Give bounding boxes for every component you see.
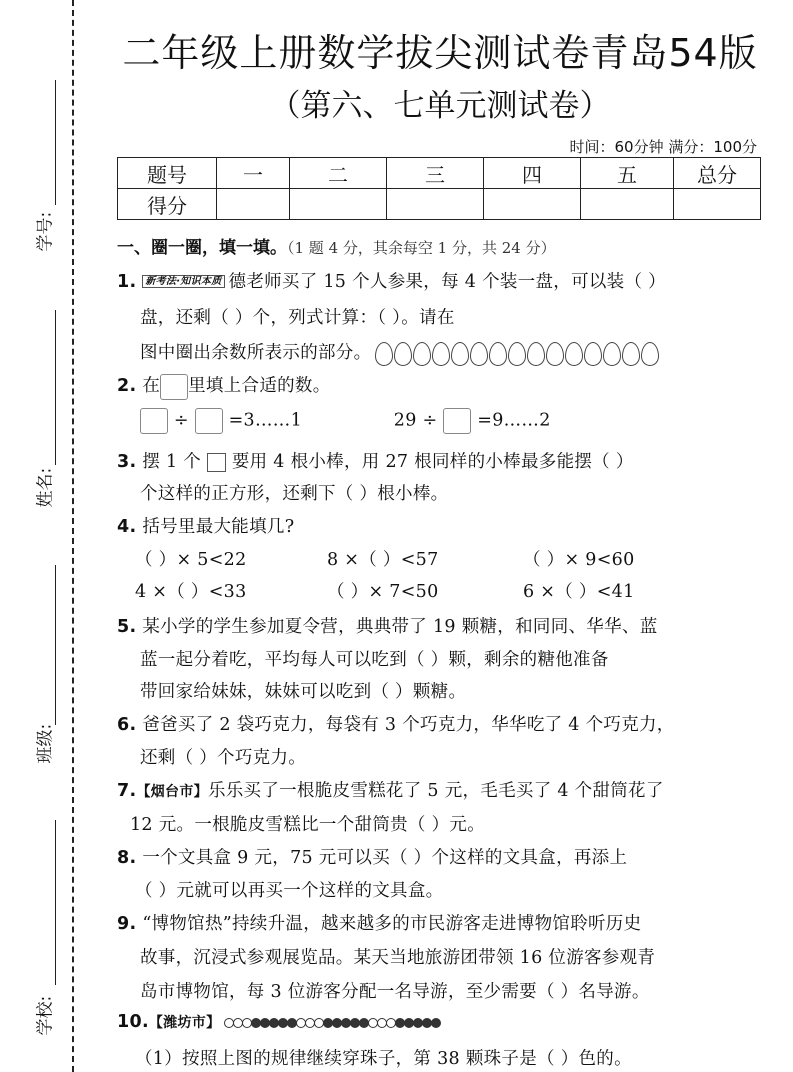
ginseng-fruit-row[interactable] <box>375 342 659 366</box>
q6-number: 6. <box>117 715 137 735</box>
q10-tag: 【潍坊市】 <box>148 1015 221 1031</box>
q4-item: 8 ×（ ）<57 <box>327 550 439 570</box>
q3-line-1 <box>117 448 634 473</box>
q5-line-3: 带回家给妹妹，妹妹可以吃到（ ）颗糖。 <box>140 682 467 702</box>
q8-line-2: （ ）元就可以再买一个这样的文具盒。 <box>135 881 444 901</box>
score-cell[interactable] <box>484 189 581 220</box>
student-id-label: 学号: <box>35 211 56 252</box>
q9-line-3: 岛市博物馆，每 3 位游客分配一名导游，至少需要（ ）名导游。 <box>140 982 650 1002</box>
q2-text-b: 里填上合适的数。 <box>188 376 331 396</box>
q5-text-1: 某小学的学生参加夏令营，典典带了 19 颗糖，和同同、华华、蓝 <box>142 617 658 637</box>
class-label: 班级: <box>35 723 56 764</box>
q9-line-1 <box>117 910 641 935</box>
ginseng-fruit-icon[interactable] <box>432 342 450 366</box>
score-cell[interactable] <box>581 189 674 220</box>
score-label: 得分 <box>118 189 217 220</box>
q9-line-2: 故事，沉浸式参观展览品。某天当地旅游团带领 16 位游客参观青 <box>140 948 656 968</box>
q1-line-1 <box>117 268 666 293</box>
col-total: 总分 <box>674 158 761 189</box>
ginseng-fruit-icon[interactable] <box>622 342 640 366</box>
ginseng-fruit-icon[interactable] <box>546 342 564 366</box>
bead-string <box>224 1018 440 1028</box>
class-line <box>55 565 56 725</box>
ginseng-fruit-icon[interactable] <box>489 342 507 366</box>
square-icon <box>207 453 226 472</box>
q3-text-b: 要用 4 根小棒，用 27 根同样的小棒最多能摆（ ） <box>231 452 634 472</box>
q1-line-2: 盘，还剩（ ）个，列式计算：（ ）。请在 <box>140 308 455 328</box>
q4-item: （ ）× 9<60 <box>523 550 635 570</box>
q5-line-2: 蓝一起分着吃，平均每人可以吃到（ ）颗，剩余的糖他准备 <box>140 650 609 670</box>
q2-eq1-end: =3……1 <box>228 410 303 431</box>
page-subtitle: （第六、七单元测试卷） <box>269 88 611 124</box>
col-5: 五 <box>581 158 674 189</box>
cut-line <box>72 0 74 1072</box>
q8-number: 8. <box>117 848 137 868</box>
q7-tag: 【烟台市】 <box>136 784 208 800</box>
score-cell[interactable] <box>217 189 290 220</box>
answer-box[interactable] <box>195 408 223 434</box>
q2-eq2-end: =9……2 <box>477 410 551 431</box>
section-1-title: 一、圈一圈，填一填。 <box>117 238 287 258</box>
ginseng-fruit-icon[interactable] <box>394 342 412 366</box>
score-cell[interactable] <box>387 189 484 220</box>
score-cell[interactable] <box>674 189 761 220</box>
q3-line-2: 个这样的正方形，还剩下（ ）根小棒。 <box>140 484 449 504</box>
q10-line-1 <box>117 1012 440 1032</box>
name-label: 姓名: <box>35 467 56 508</box>
ginseng-fruit-icon[interactable] <box>413 342 431 366</box>
score-table-score-row <box>118 189 761 220</box>
q5-number: 5. <box>117 617 137 637</box>
ginseng-fruit-icon[interactable] <box>527 342 545 366</box>
q5-line-1 <box>117 613 658 638</box>
q8-text-1: 一个文具盒 9 元，75 元可以买（ ）个这样的文具盒，再添上 <box>142 848 628 868</box>
ginseng-fruit-icon[interactable] <box>375 342 393 366</box>
q4-title: 括号里最大能填几? <box>142 517 295 537</box>
col-1: 一 <box>217 158 290 189</box>
q3-text-a: 摆 1 个 <box>142 452 202 472</box>
ginseng-fruit-icon[interactable] <box>508 342 526 366</box>
ginseng-fruit-icon[interactable] <box>565 342 583 366</box>
ginseng-fruit-icon[interactable] <box>641 342 659 366</box>
q3-number: 3. <box>117 452 137 472</box>
ginseng-fruit-icon[interactable] <box>584 342 602 366</box>
q2-eq2-start: 29 ÷ <box>393 410 438 431</box>
score-table-header-row <box>118 158 761 189</box>
answer-box[interactable] <box>443 408 471 434</box>
q1-number: 1. <box>117 272 137 292</box>
q8-line-1 <box>117 844 627 869</box>
answer-box[interactable] <box>140 408 168 434</box>
q2-number: 2. <box>117 376 137 396</box>
school-line <box>55 820 56 985</box>
q9-text-1: “博物馆热”持续升温，越来越多的市民游客走进博物馆聆听历史 <box>142 914 642 934</box>
col-4: 四 <box>484 158 581 189</box>
ginseng-fruit-icon[interactable] <box>603 342 621 366</box>
q7-text-1: 乐乐买了一根脆皮雪糕花了 5 元，毛毛买了 4 个甜筒花了 <box>207 781 664 801</box>
student-id-line <box>55 80 56 205</box>
q4-number: 4. <box>117 517 137 537</box>
school-label: 学校: <box>35 995 56 1036</box>
q4-item: 4 ×（ ）<33 <box>135 582 247 602</box>
binding-margin <box>0 0 100 1072</box>
q1-text-3: 图中圈出余数所表示的部分。 <box>140 343 372 363</box>
col-2: 二 <box>290 158 387 189</box>
section-1-heading <box>117 233 556 258</box>
q4-line-1 <box>117 513 294 538</box>
page-title: 二年级上册数学拔尖测试卷青岛54版 <box>122 31 758 75</box>
score-cell[interactable] <box>290 189 387 220</box>
section-1-note: （1 题 4 分，其余每空 1 分，共 24 分） <box>287 239 556 257</box>
black-bead-icon <box>431 1018 441 1028</box>
q10-sub-1: （1）按照上图的规律继续穿珠子，第 38 颗珠子是（ ）色的。 <box>135 1049 632 1069</box>
ginseng-fruit-icon[interactable] <box>451 342 469 366</box>
q1-text-1: 德老师买了 15 个人参果，每 4 个装一盘，可以装（ ） <box>228 272 666 292</box>
q7-line-2: 12 元。一根脆皮雪糕比一个甜筒贵（ ）元。 <box>130 815 485 835</box>
q4-item: （ ）× 5<22 <box>135 550 247 570</box>
header-label: 题号 <box>118 158 217 189</box>
q7-line-1 <box>117 777 664 802</box>
q6-line-2: 还剩（ ）个巧克力。 <box>140 748 307 768</box>
q1-line-3 <box>140 339 659 366</box>
q2-line-1 <box>117 372 331 400</box>
q10-number: 10. <box>117 1012 149 1032</box>
q9-number: 9. <box>117 914 137 934</box>
q6-line-1 <box>117 711 675 736</box>
col-3: 三 <box>387 158 484 189</box>
time-info: 时间：60分钟 满分：100分 <box>569 138 757 156</box>
q2-equations <box>140 408 551 434</box>
q4-item: （ ）× 7<50 <box>327 582 439 602</box>
ginseng-fruit-icon[interactable] <box>470 342 488 366</box>
score-table <box>117 157 761 220</box>
q1-tag: 新考法·知识本质 <box>142 275 224 288</box>
q4-item: 6 ×（ ）<41 <box>523 582 635 602</box>
q2-text-a: 在 <box>142 376 161 396</box>
q2-example-box <box>160 374 188 400</box>
name-line <box>55 310 56 465</box>
q6-text-1: 爸爸买了 2 袋巧克力，每袋有 3 个巧克力，华华吃了 4 个巧克力， <box>142 715 675 735</box>
q7-number: 7. <box>117 781 137 801</box>
q2-eq1-mid: ÷ <box>173 410 189 431</box>
